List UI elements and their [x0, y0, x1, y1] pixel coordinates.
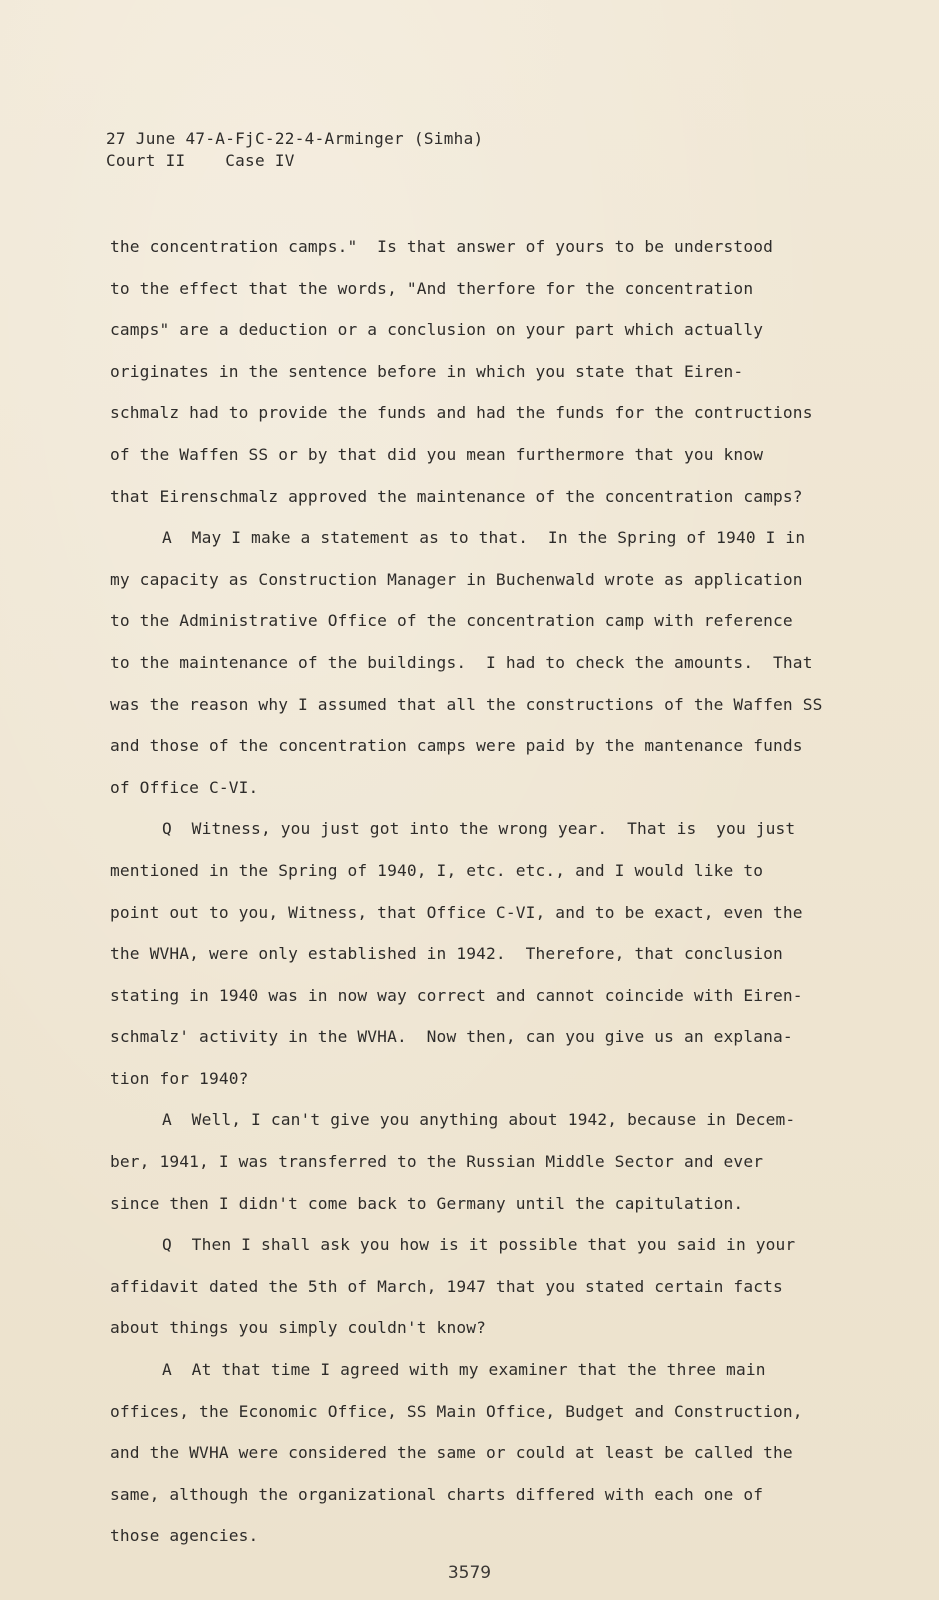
text-line: Q Then I shall ask you how is it possible that you said in your: [162, 1235, 796, 1255]
transcript-body: [110, 226, 850, 1557]
text-line: mentioned in the Spring of 1940, I, etc. etc., and I would like to: [110, 860, 764, 880]
text-line: A May I make a statement as to that. In the Spring of 1940 I in: [162, 528, 806, 548]
text-line: ber, 1941, I was transferred to the Russian Middle Sector and ever: [110, 1152, 764, 1172]
text-line: schmalz' activity in the WVHA. Now then, can you give us an explana-: [110, 1027, 793, 1047]
text-line: A Well, I can't give you anything about 1942, because in Decem-: [162, 1110, 796, 1130]
text-line: was the reason why I assumed that all the constructions of the Waffen SS: [110, 694, 823, 714]
header-line-1: 27 June 47-A-FjC-22-4-Arminger (Simha): [106, 129, 484, 148]
text-line: those agencies.: [110, 1526, 259, 1546]
text-line: originates in the sentence before in which you state that Eiren-: [110, 361, 744, 381]
text-line: schmalz had to provide the funds and had the funds for the contructions: [110, 403, 813, 423]
page-header: [106, 128, 483, 172]
text-line: and the WVHA were considered the same or could at least be called the: [110, 1443, 793, 1463]
text-line: point out to you, Witness, that Office C-VI, and to be exact, even the: [110, 902, 803, 922]
text-line: stating in 1940 was in now way correct and cannot coincide with Eiren-: [110, 985, 803, 1005]
page-number: 3579: [447, 1563, 492, 1583]
header-line-2: Court II Case IV: [106, 151, 295, 170]
text-line: Q Witness, you just got into the wrong year. That is you just: [162, 819, 796, 839]
text-line: to the effect that the words, "And therfore for the concentration: [110, 278, 754, 298]
text-line: the concentration camps." Is that answer of yours to be understood: [110, 237, 774, 256]
text-line: offices, the Economic Office, SS Main Office, Budget and Construction,: [110, 1401, 803, 1421]
text-line: tion for 1940?: [110, 1068, 249, 1088]
text-line: that Eirenschmalz approved the maintenance of the concentration camps?: [110, 486, 803, 506]
text-line: to the maintenance of the buildings. I had to check the amounts. That: [110, 652, 813, 672]
text-line: about things you simply couldn't know?: [110, 1318, 487, 1338]
text-line: of Office C-VI.: [110, 777, 259, 797]
text-line: camps" are a deduction or a conclusion on your part which actually: [110, 320, 764, 340]
text-line: the WVHA, were only established in 1942. Therefore, that conclusion: [110, 944, 783, 964]
text-line: affidavit dated the 5th of March, 1947 that you stated certain facts: [110, 1276, 783, 1296]
text-line: since then I didn't come back to Germany until the capitulation.: [110, 1193, 744, 1213]
text-line: to the Administrative Office of the concentration camp with reference: [110, 611, 793, 631]
text-line: same, although the organizational charts differed with each one of: [110, 1484, 764, 1504]
text-line: A At that time I agreed with my examiner that the three main: [162, 1360, 766, 1380]
text-line: of the Waffen SS or by that did you mean furthermore that you know: [110, 444, 764, 464]
text-line: my capacity as Construction Manager in Buchenwald wrote as application: [110, 569, 803, 589]
text-line: and those of the concentration camps were paid by the mantenance funds: [110, 736, 803, 756]
